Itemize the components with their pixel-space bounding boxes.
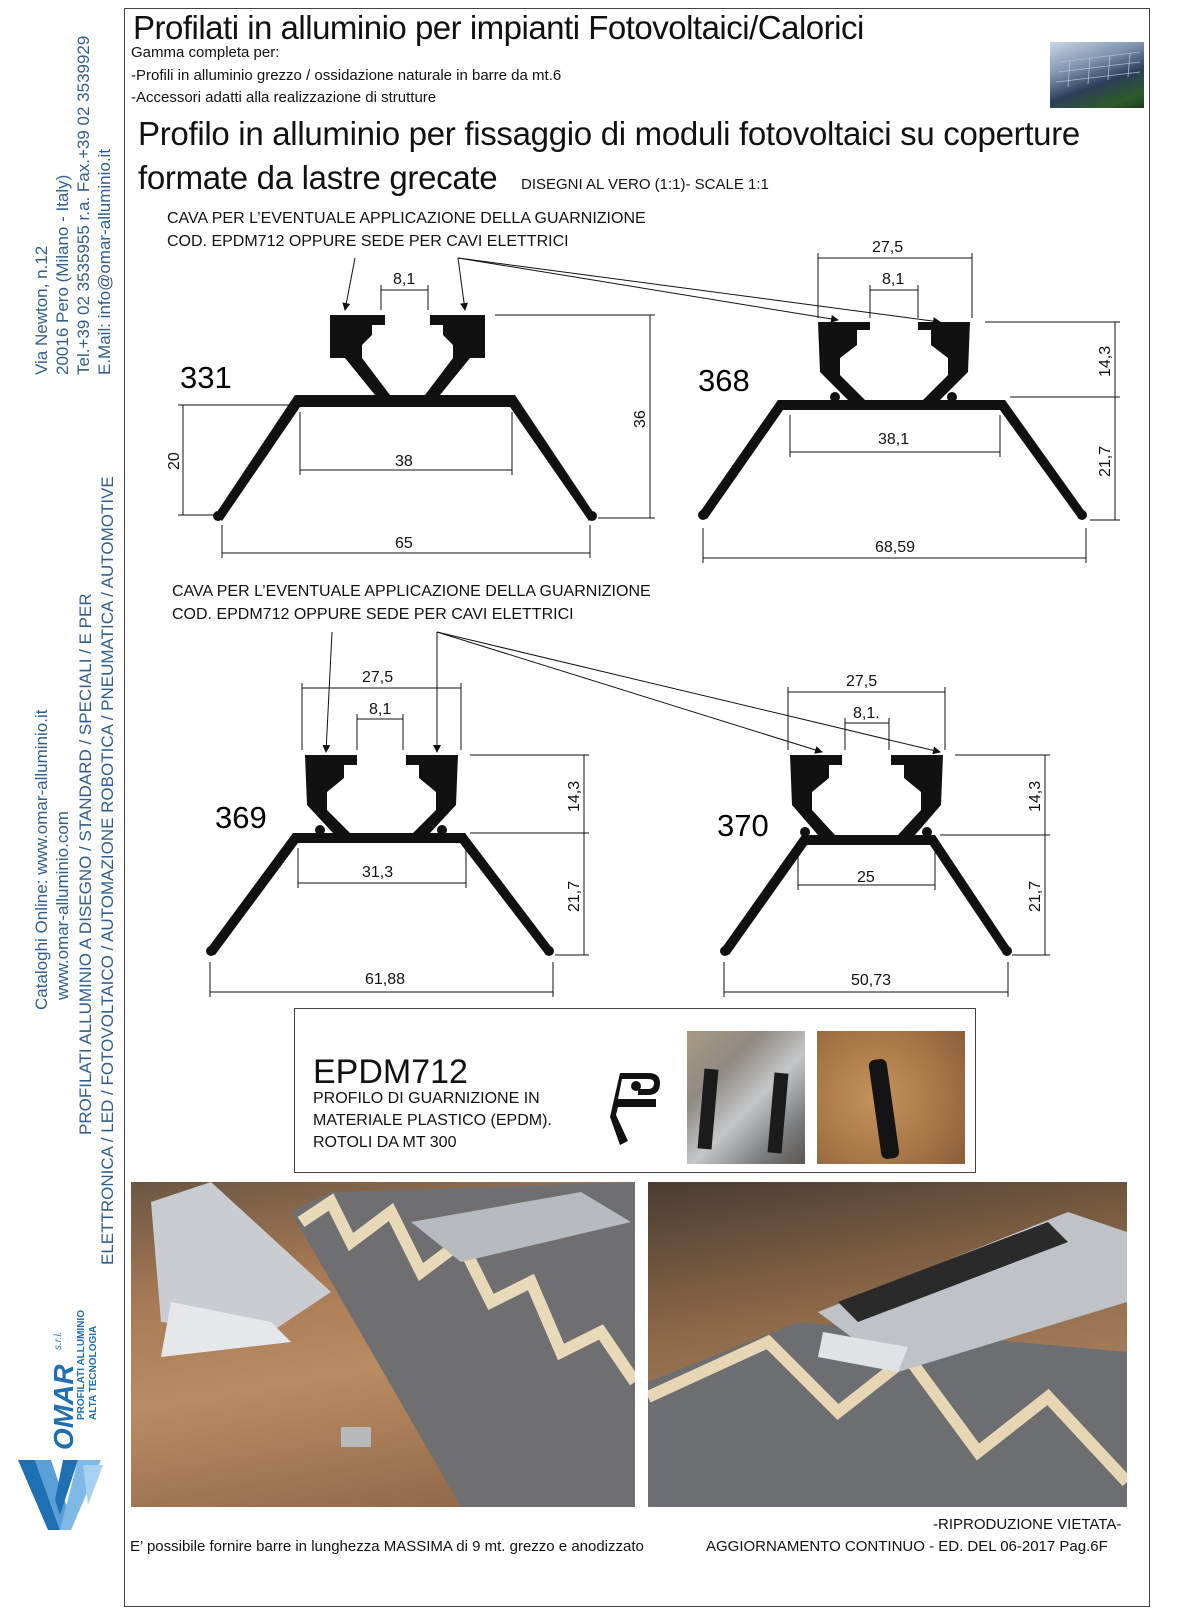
logo-tagline-2: ALTA TECNOLOGIA xyxy=(88,1325,99,1420)
profile-368 xyxy=(698,239,1120,563)
profile-369 xyxy=(206,669,589,997)
p368-upper-dim: 14,3 xyxy=(1097,345,1114,377)
slot-note-top-1: CAVA PER L’EVENTUALE APPLICAZIONE DELLA GUARNIZIONE xyxy=(167,210,646,227)
header-line-2: -Accessori adatti alla realizzazione di strutture xyxy=(131,89,437,106)
p331-inner-dim: 38 xyxy=(395,453,413,470)
p369-inner-dim: 31,3 xyxy=(362,864,394,881)
p368-top-dim: 27,5 xyxy=(872,239,904,256)
gasket-line-1: PROFILO DI GUARNIZIONE IN xyxy=(313,1090,540,1107)
profile-331 xyxy=(166,271,655,558)
address-line-2: 20016 Pero (Milano - Italy) xyxy=(53,174,72,375)
p368-inner-dim: 38,1 xyxy=(878,431,910,448)
profile-370-code: 370 xyxy=(717,808,769,843)
catalog-line-3: PROFILATI ALLUMINIO A DISEGNO / STANDARD / SPECIALI / E PER xyxy=(76,593,95,1135)
profile-369-shape xyxy=(208,833,552,955)
p370-base-dim: 50,73 xyxy=(851,972,892,989)
profile-370-shape xyxy=(722,835,1010,955)
gasket-section-icon xyxy=(608,1069,664,1149)
profile-370 xyxy=(717,673,1050,997)
gasket-line-2: MATERIALE PLASTICO (EPDM). xyxy=(313,1112,552,1129)
profile-331-code: 331 xyxy=(180,360,232,395)
p331-leg-dim: 20 xyxy=(166,452,183,470)
installation-photo-left xyxy=(131,1182,635,1507)
gasket-roll-photo xyxy=(817,1031,965,1164)
p368-base-dim: 68,59 xyxy=(875,539,916,556)
omar-logo xyxy=(8,1310,108,1540)
footer-note: E’ possibile fornire barre in lunghezza MASSIMA di 9 mt. grezzo e anodizzato xyxy=(130,1538,644,1555)
logo-tagline-1: PROFILATI ALLUMINIO xyxy=(76,1310,87,1420)
p368-slot-dim: 8,1 xyxy=(882,271,905,288)
logo-mark-icon xyxy=(13,1445,108,1540)
p370-slot-dim: 8,1. xyxy=(853,705,880,722)
profile-368-code: 368 xyxy=(698,363,750,398)
profile-368-shape xyxy=(700,400,1085,519)
profile-369-code: 369 xyxy=(215,800,267,835)
footer-copyright: -RIPRODUZIONE VIETATA- xyxy=(933,1516,1122,1533)
catalog-line-2[interactable]: www.omar-alluminio.com xyxy=(53,811,72,1000)
header-subtitle: Gamma completa per: xyxy=(131,44,280,61)
installation-photo-right xyxy=(648,1182,1127,1507)
catalog-line-4: ELETTRONICA / LED / FOTOVOLTAICO / AUTOMAZIONE ROBOTICA / PNEUMATICA / AUTOMOTIVE xyxy=(98,476,117,1265)
catalog-line-1[interactable]: Cataloghi Online: www.omar-alluminio.it xyxy=(32,709,51,1010)
slot-note-mid-1: CAVA PER L’EVENTUALE APPLICAZIONE DELLA GUARNIZIONE xyxy=(172,583,651,600)
gasket-in-profile-photo xyxy=(687,1031,805,1164)
gasket-code: EPDM712 xyxy=(313,1053,468,1091)
header-line-1: -Profili in alluminio grezzo / ossidazione naturale in barre da mt.6 xyxy=(131,67,562,84)
main-title-line-2: formate da lastre grecate xyxy=(138,159,498,196)
gasket-box xyxy=(294,1008,976,1173)
p370-inner-dim: 25 xyxy=(857,869,875,886)
p369-slot-dim: 8,1 xyxy=(369,701,392,718)
p369-upper-dim: 14,3 xyxy=(566,780,583,812)
p369-base-dim: 61,88 xyxy=(365,971,406,988)
corrugated-sheet-icon xyxy=(131,1182,635,1507)
email-line[interactable]: E.Mail: info@omar-alluminio.it xyxy=(95,148,114,375)
p369-lower-dim: 21,7 xyxy=(566,880,583,912)
main-title-line-1: Profilo in alluminio per fissaggio di moduli fotovoltaici su coperture xyxy=(138,115,1080,152)
footer-edition: AGGIORNAMENTO CONTINUO - ED. DEL 06-2017 Pag.6F xyxy=(706,1538,1108,1555)
header-title: Profilati in alluminio per impianti Fotovoltaici/Calorici xyxy=(133,9,864,46)
p331-slot-dim: 8,1 xyxy=(393,271,416,288)
mounted-profile-icon xyxy=(648,1182,1127,1507)
slot-note-mid-2: COD. EPDM712 OPPURE SEDE PER CAVI ELETTRICI xyxy=(172,606,574,623)
logo-suffix: s.r.l. xyxy=(53,1331,64,1350)
p370-top-dim: 27,5 xyxy=(846,673,878,690)
gasket-line-3: ROTOLI DA MT 300 xyxy=(313,1134,457,1151)
logo-name: OMAR xyxy=(48,1364,79,1450)
address-line-3: Tel.+39 02 3535955 r.a. Fax.+39 02 3539929 xyxy=(74,35,93,375)
slot-note-top-2: COD. EPDM712 OPPURE SEDE PER CAVI ELETTRICI xyxy=(167,233,569,250)
p368-lower-dim: 21,7 xyxy=(1097,445,1114,477)
p370-lower-dim: 21,7 xyxy=(1027,880,1044,912)
p331-height-dim: 36 xyxy=(632,410,649,428)
p370-upper-dim: 14,3 xyxy=(1027,780,1044,812)
address-line-1: Via Newton, n.12 xyxy=(32,245,51,375)
p369-top-dim: 27,5 xyxy=(362,669,394,686)
scale-note: DISEGNI AL VERO (1:1)- SCALE 1:1 xyxy=(521,176,769,193)
p331-base-dim: 65 xyxy=(395,535,413,552)
